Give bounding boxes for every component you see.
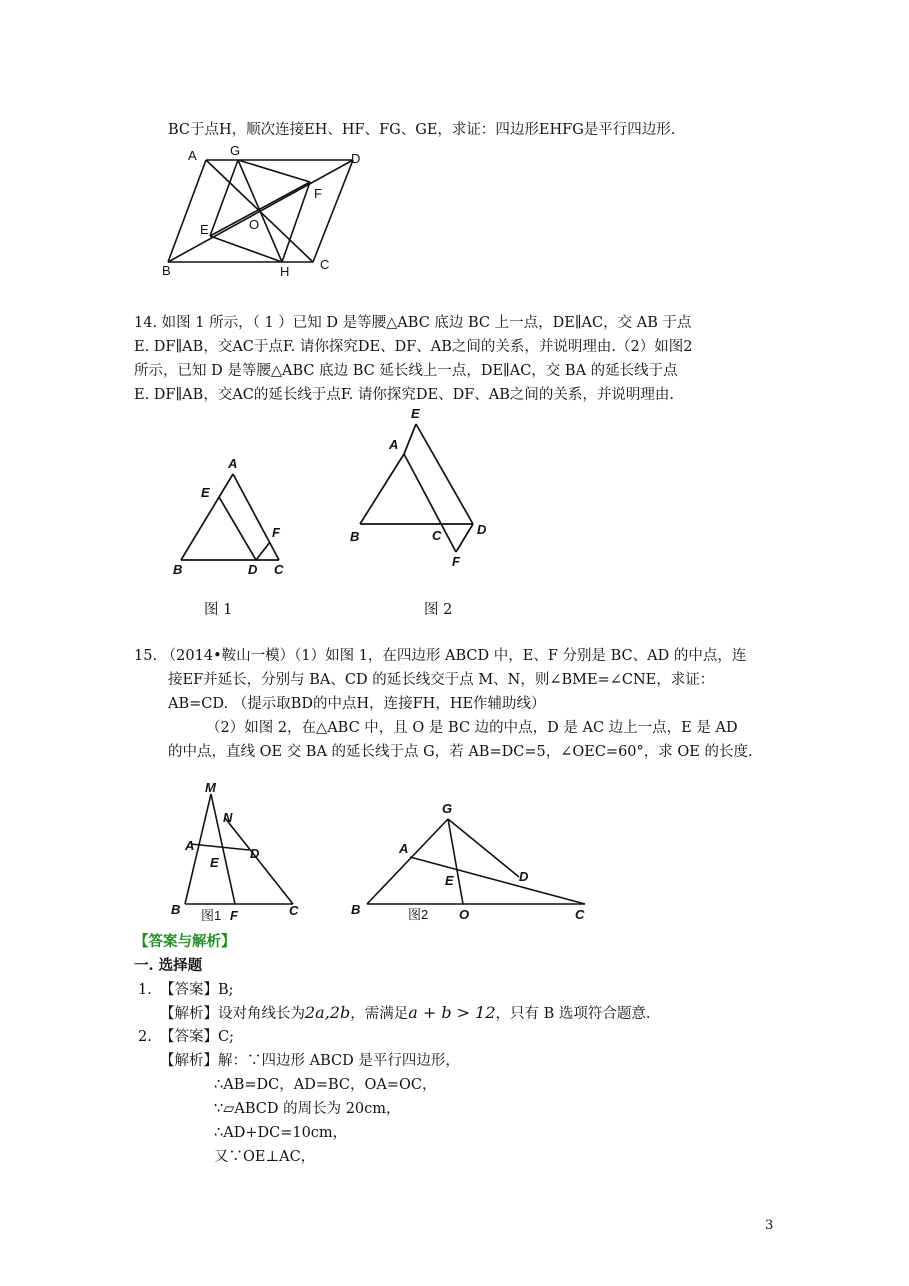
fig15a-label-a: A [185, 838, 195, 853]
fig14a-caption: 图 1 [204, 602, 233, 618]
q14-text-line: E. DF∥AB，交AC于点F. 请你探究DE、DF、AB之间的关系，并说明理由.（2）如图2 [134, 339, 693, 355]
q15-text-line: 的中点，直线 OE 交 BA 的延长线于点 G，若 AB=DC=5，∠OEC=60°，求 OE 的长度. [168, 744, 753, 760]
fig14a-label-f: F [272, 525, 280, 540]
q15-text-line: AB=CD. （提示取BD的中点H，连接FH，HE作辅助线） [168, 696, 546, 712]
answer-2-step: 又∵OE⊥AC， [214, 1149, 316, 1165]
fig15b-label-o: O [459, 907, 470, 922]
fig14a-label-d: D [248, 562, 258, 577]
fig15b-label-g: G [442, 801, 453, 816]
fig13-label-b: B [162, 263, 171, 278]
fig13-label-c: C [320, 257, 330, 272]
answer-2-step: ∵▱ABCD 的周长为 20cm， [214, 1101, 401, 1117]
answer-2-step: ∴AD+DC=10cm， [214, 1125, 348, 1141]
fig15a-caption: 图1 [201, 908, 222, 923]
fig14b-caption: 图 2 [424, 602, 453, 618]
fig15b-caption: 图2 [408, 907, 429, 922]
fig14b-label-e: E [411, 406, 420, 421]
fig14b-label-b: B [350, 529, 360, 544]
section-title: 一. 选择题 [134, 957, 203, 974]
fig14b-label-c: C [432, 528, 442, 543]
fig15a-label-e: E [210, 855, 219, 870]
fig13-label-h: H [280, 264, 290, 279]
page-number: 3 [765, 1218, 774, 1233]
fig13-label-g: G [230, 143, 241, 158]
fig14b-label-a: A [389, 437, 399, 452]
answer-1-explanation [160, 1003, 651, 1024]
fig15b-label-a: A [399, 841, 409, 856]
q14-text-line: E. DF∥AB，交AC的延长线于点F. 请你探究DE、DF、AB之间的关系，并说明理由. [134, 387, 675, 403]
fig15a-label-m: M [205, 780, 216, 795]
fig15a-label-f: F [230, 908, 238, 923]
figure-14-2-triangle [340, 400, 500, 575]
fig14a-label-c: C [274, 562, 284, 577]
fig15b-label-b: B [351, 902, 361, 917]
fig15a-label-n: N [223, 810, 233, 825]
answer-1-key: 【答案】B; [160, 982, 234, 998]
answer-1-math-condition: a + b > 12 [408, 1003, 496, 1022]
fig13-label-e: E [200, 222, 209, 237]
fig15a-label-c: C [289, 903, 299, 918]
fig14a-label-e: E [201, 485, 210, 500]
fig13-label-o: O [249, 217, 260, 232]
answer-2-key: 【答案】C; [160, 1029, 234, 1045]
fig15b-label-c: C [575, 907, 585, 922]
answer-1-math-diagonals: 2a,2b [305, 1003, 351, 1022]
fig15b-label-d: D [519, 869, 529, 884]
figure-15-1-quadrilateral [165, 780, 315, 925]
fig13-label-a: A [188, 148, 197, 163]
fig14a-label-a: A [228, 456, 238, 471]
fig14b-label-d: D [477, 522, 487, 537]
answer-1-explanation-post: ，只有 B 选项符合题意. [495, 1006, 651, 1022]
fig15a-label-d: D [250, 846, 260, 861]
answer-1-explanation-mid: ，需满足 [350, 1006, 409, 1022]
fig13-label-d: D [351, 151, 360, 166]
q14-text-line: 14. 如图 1 所示，（ 1 ）已知 D 是等腰△ABC 底边 BC 上一点，DE∥AC，交 AB 于点 [134, 315, 692, 331]
q15-text-line: （2）如图 2，在△ABC 中，且 O 是 BC 边的中点，D 是 AC 边上一点，E 是 AD [206, 720, 738, 736]
answer-2-step: ∴AB=DC，AD=BC，OA=OC， [214, 1077, 437, 1093]
fig15b-label-e: E [445, 873, 454, 888]
figure-15-2-triangle [345, 795, 595, 925]
q15-text-line: 接EF并延长，分别与 BA、CD 的延长线交于点 M、N，则∠BME=∠CNE，求证： [168, 672, 715, 688]
answer-2-number: 2. [138, 1029, 152, 1045]
q13-text-line: BC于点H，顺次连接EH、HF、FG、GE，求证：四边形EHFG是平行四边形. [168, 122, 676, 138]
q14-text-line: 所示，已知 D 是等腰△ABC 底边 BC 延长线上一点，DE∥AC，交 BA 的延长线于点 [134, 363, 678, 379]
answer-1-explanation-pre: 【解析】设对角线长为 [160, 1006, 305, 1022]
fig14a-label-b: B [173, 562, 183, 577]
fig14b-label-f: F [452, 554, 460, 569]
fig15a-label-b: B [171, 902, 181, 917]
figure-13-parallelogram [160, 140, 360, 280]
answer-1-number: 1. [138, 982, 152, 998]
figure-14-1-triangle [165, 450, 295, 580]
fig13-label-f: F [314, 186, 322, 201]
answers-heading: 【答案与解析】 [134, 933, 236, 950]
q15-text-line: 15. （2014•鞍山一模）（1）如图 1，在四边形 ABCD 中，E、F 分别是 BC、AD 的中点，连 [134, 648, 747, 664]
answer-2-explanation: 【解析】解：∵四边形 ABCD 是平行四边形， [160, 1053, 460, 1069]
